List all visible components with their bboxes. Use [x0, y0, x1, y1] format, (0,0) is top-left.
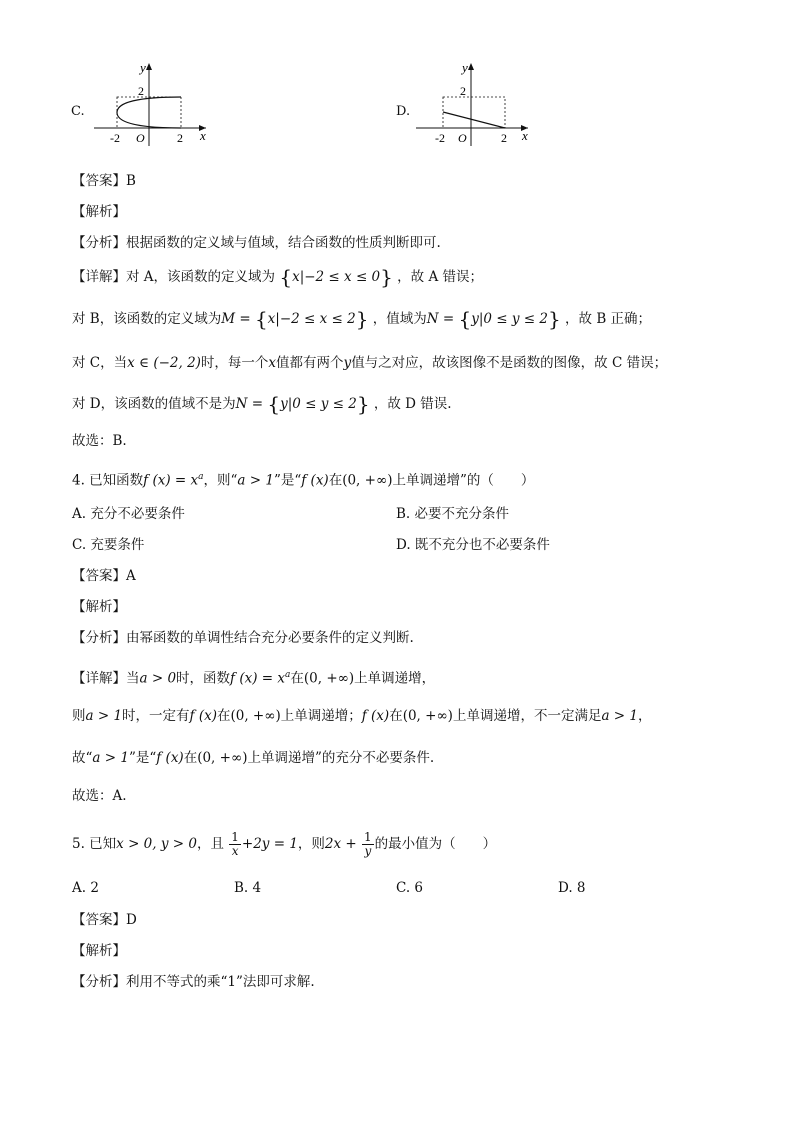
- graph-d-y-label: y: [462, 60, 468, 75]
- q3-detail-a: 【详解】对 A，该函数的定义域为 {x|−2 ≤ x ≤ 0} ，故 A 错误；: [72, 265, 484, 289]
- option-d-label: D.: [396, 104, 411, 119]
- graph-d-tick-y2: 2: [460, 84, 466, 98]
- graph-d-origin: O: [458, 131, 467, 145]
- graph-c-tick-xm2: -2: [110, 131, 120, 145]
- q3-choose: 故选：B.: [72, 433, 127, 449]
- q5-option-a: A. 2: [72, 880, 99, 896]
- q4-stem: 4. 已知函数f $(x) = x^a$，则“a > 1”是“f (x)在(0, +∞)上单调递增”的（ ）: [72, 472, 535, 489]
- q3-fenxi: 【分析】根据函数的定义域与值域，结合函数的性质判断即可.: [72, 235, 441, 251]
- graph-d-x-label: x: [522, 128, 528, 143]
- q3-detail-b: 对 B，该函数的定义域为M = {x|−2 ≤ x ≤ 2} ，值域为N = {y|0 ≤ y ≤ 2} ，故 B 正确；: [72, 307, 652, 331]
- q4-answer: 【答案】A: [72, 568, 136, 584]
- q5-option-d: D. 8: [558, 880, 586, 896]
- graph-d-tick-x2: 2: [501, 131, 507, 145]
- q4-jiexi: 【解析】: [72, 599, 126, 615]
- graph-c-origin: O: [136, 131, 145, 145]
- q4-detail-1: 【详解】当a > 0时，函数f $(x) = x^a$在(0, +∞)上单调递增，: [72, 670, 436, 687]
- q5-option-c: C. 6: [396, 880, 424, 896]
- q5-fenxi: 【分析】利用不等式的乘“1”法即可求解.: [72, 974, 315, 990]
- q3-detail-d: 对 D，该函数的值域不是为N = {y|0 ≤ y ≤ 2} ，故 D 错误.: [72, 392, 452, 416]
- q5-answer: 【答案】D: [72, 912, 137, 928]
- q4-detail-2: 则a > 1时，一定有f (x)在(0, +∞)上单调递增；f (x)在(0, +∞)上单调递增，不一定满足a > 1，: [72, 708, 652, 724]
- q4-option-c: C. 充要条件: [72, 537, 145, 553]
- q5-option-b: B. 4: [234, 880, 262, 896]
- graph-c-x-label: x: [200, 128, 206, 143]
- q3-detail-c: 对 C，当x ∈ (−2, 2)时，每一个x值都有两个y值与之对应，故该图像不是函数的图像，故 C 错误；: [72, 355, 668, 371]
- q4-option-b: B. 必要不充分条件: [396, 506, 510, 522]
- q3-jiexi: 【解析】: [72, 204, 126, 220]
- graph-c-tick-x2: 2: [177, 131, 183, 145]
- graph-d: [410, 58, 540, 148]
- option-c-label: C.: [71, 104, 85, 119]
- q4-detail-3: 故“a > 1”是“f (x)在(0, +∞)上单调递增”的充分不必要条件.: [72, 750, 435, 766]
- graph-d-tick-xm2: -2: [435, 131, 445, 145]
- graph-c-tick-y2: 2: [138, 84, 144, 98]
- q5-stem: 5. 已知x > 0, y > 0，且 $\frac{1}{x}$ +2y = 1，则2x + $\frac{1}{y}$ 的最小值为（ ）: [72, 830, 497, 858]
- q4-option-a: A. 充分不必要条件: [72, 506, 185, 522]
- q4-option-d: D. 既不充分也不必要条件: [396, 537, 550, 553]
- graph-c-y-label: y: [140, 60, 146, 75]
- graph-c: [88, 58, 218, 148]
- q4-fenxi: 【分析】由幂函数的单调性结合充分必要条件的定义判断.: [72, 630, 414, 646]
- q4-choose: 故选：A.: [72, 788, 127, 804]
- q5-jiexi: 【解析】: [72, 943, 126, 959]
- q3-answer: 【答案】B: [72, 173, 136, 189]
